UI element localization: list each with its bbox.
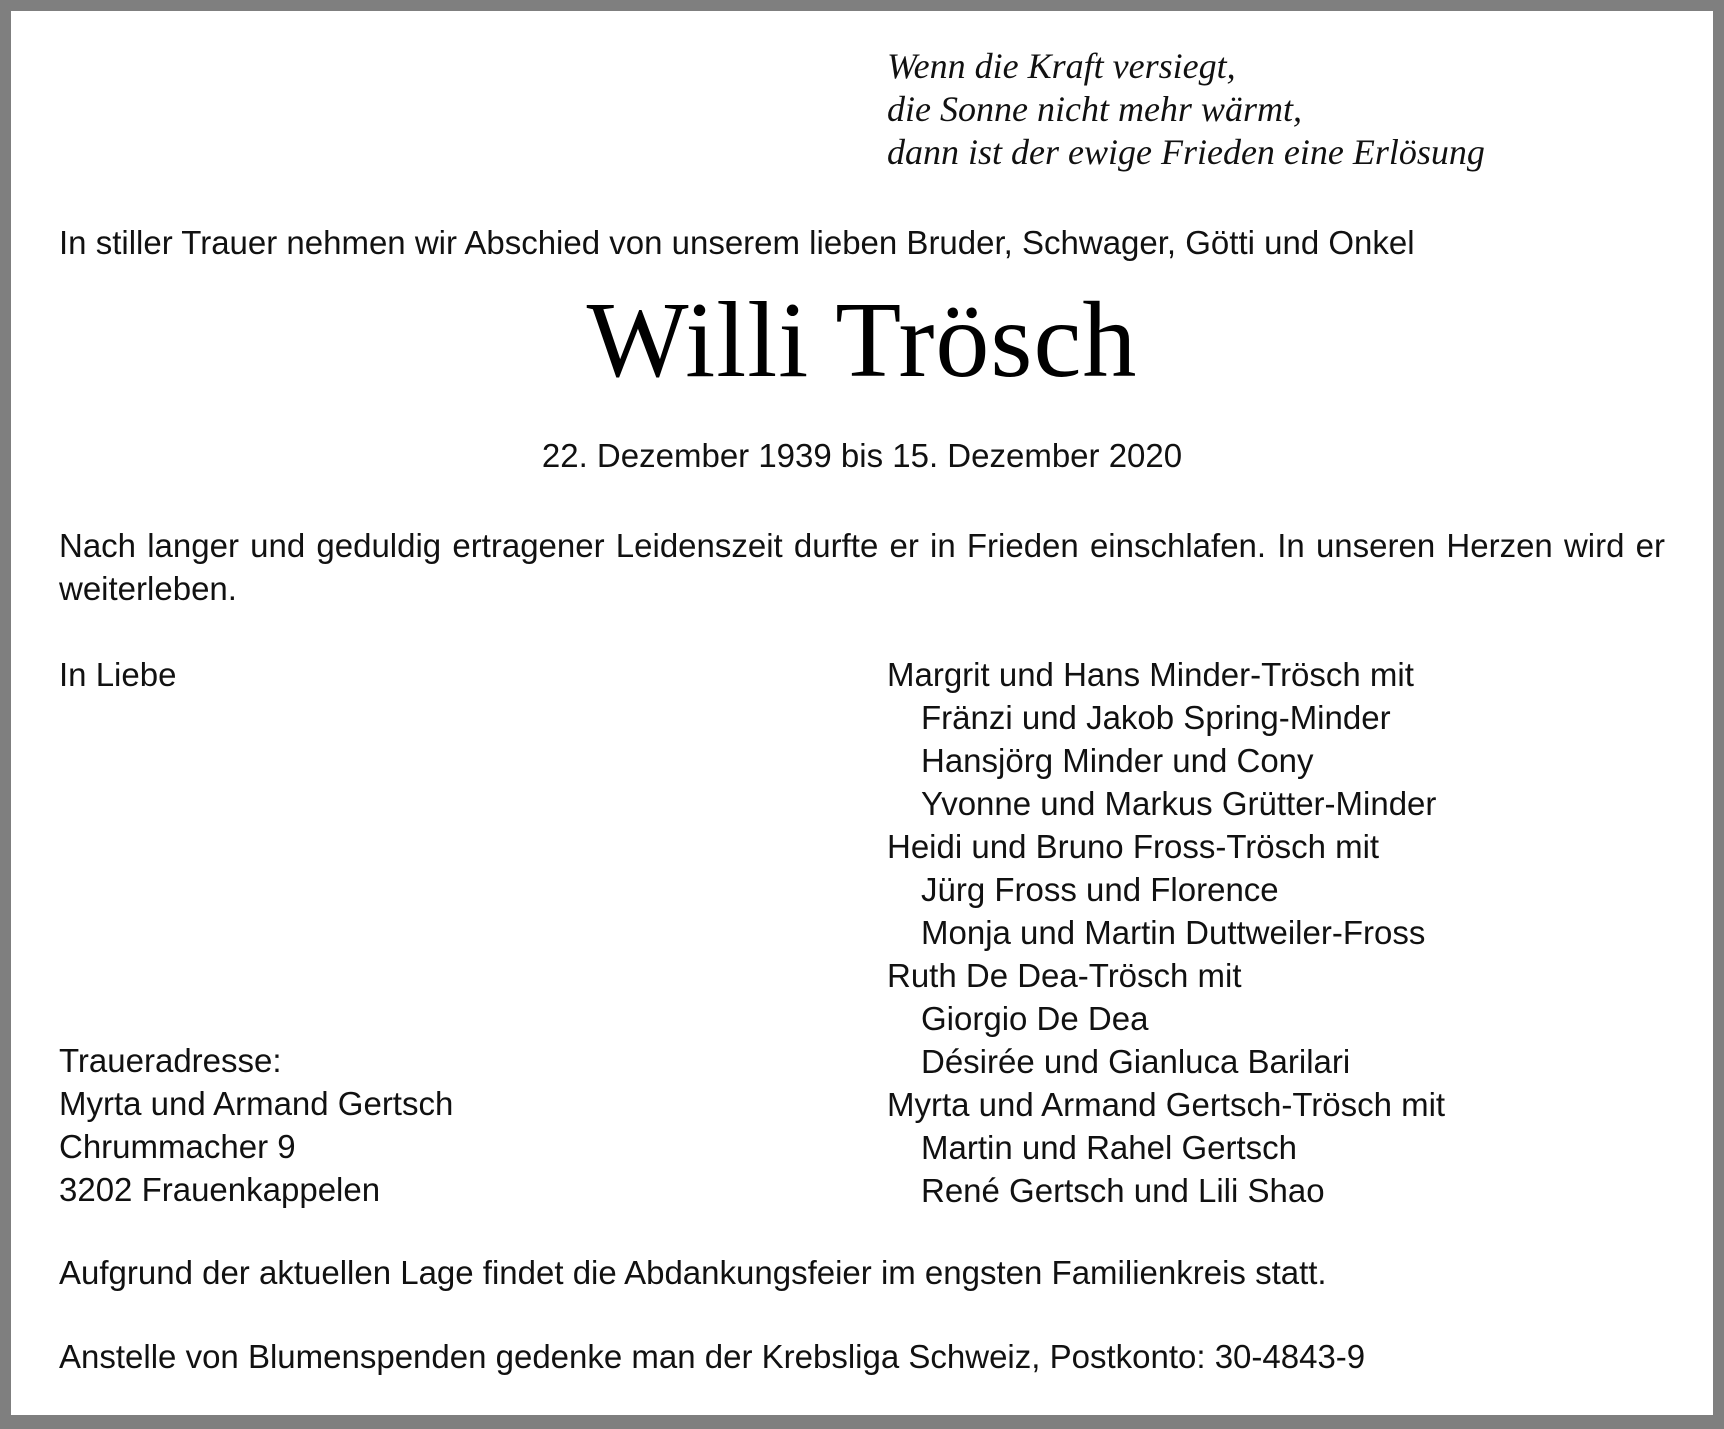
family-member: Monja und Martin Duttweiler-Fross: [921, 914, 1426, 951]
family-member: Fränzi und Jakob Spring-Minder: [921, 699, 1391, 736]
poem-line: dann ist der ewige Frieden eine Erlösung: [887, 132, 1485, 172]
address-street: Chrummacher 9: [59, 1128, 296, 1165]
family-group-head: Heidi und Bruno Fross-Trösch mit: [887, 828, 1380, 865]
life-dates: 22. Dezember 1939 bis 15. Dezember 2020: [541, 437, 1183, 474]
in-love-label: In Liebe: [59, 656, 177, 693]
family-member: René Gertsch und Lili Shao: [921, 1172, 1325, 1209]
donation-note: Anstelle von Blumenspenden gedenke man der Krebsliga Schweiz, Postkonto: 30-4843-9: [59, 1338, 1366, 1375]
family-group-head: Ruth De Dea-Trösch mit: [887, 957, 1242, 994]
family-member: Martin und Rahel Gertsch: [921, 1129, 1298, 1166]
obituary-notice: [11, 11, 1713, 1415]
family-group-head: Margrit und Hans Minder-Trösch mit: [887, 656, 1414, 693]
family-member: Giorgio De Dea: [921, 1000, 1149, 1037]
address-city: 3202 Frauenkappelen: [59, 1171, 381, 1208]
deceased-name: Willi Trösch: [586, 281, 1138, 400]
address-label: Traueradresse:: [59, 1042, 282, 1079]
poem-line: Wenn die Kraft versiegt,: [887, 46, 1236, 86]
family-member: Hansjörg Minder und Cony: [921, 742, 1314, 779]
address-name: Myrta und Armand Gertsch: [59, 1085, 454, 1122]
poem-line: die Sonne nicht mehr wärmt,: [887, 89, 1302, 129]
ceremony-note: Aufgrund der aktuellen Lage findet die Abdankungsfeier im engsten Familienkreis statt.: [59, 1254, 1327, 1291]
family-member: Désirée und Gianluca Barilari: [921, 1043, 1351, 1080]
family-group-head: Myrta und Armand Gertsch-Trösch mit: [887, 1086, 1446, 1123]
family-list: [887, 653, 1445, 1212]
family-member: Jürg Fross und Florence: [921, 871, 1279, 908]
intro-text: In stiller Trauer nehmen wir Abschied von unserem lieben Bruder, Schwager, Götti und Onkel: [59, 224, 1415, 261]
message-text: Nach langer und geduldig ertragener Leidenszeit durfte er in Frieden einschlafen. In unseren Herzen wird er weiterleben.: [59, 527, 1665, 607]
mourning-address: [59, 1039, 453, 1211]
poem: [887, 45, 1485, 174]
family-member: Yvonne und Markus Grütter-Minder: [921, 785, 1437, 822]
